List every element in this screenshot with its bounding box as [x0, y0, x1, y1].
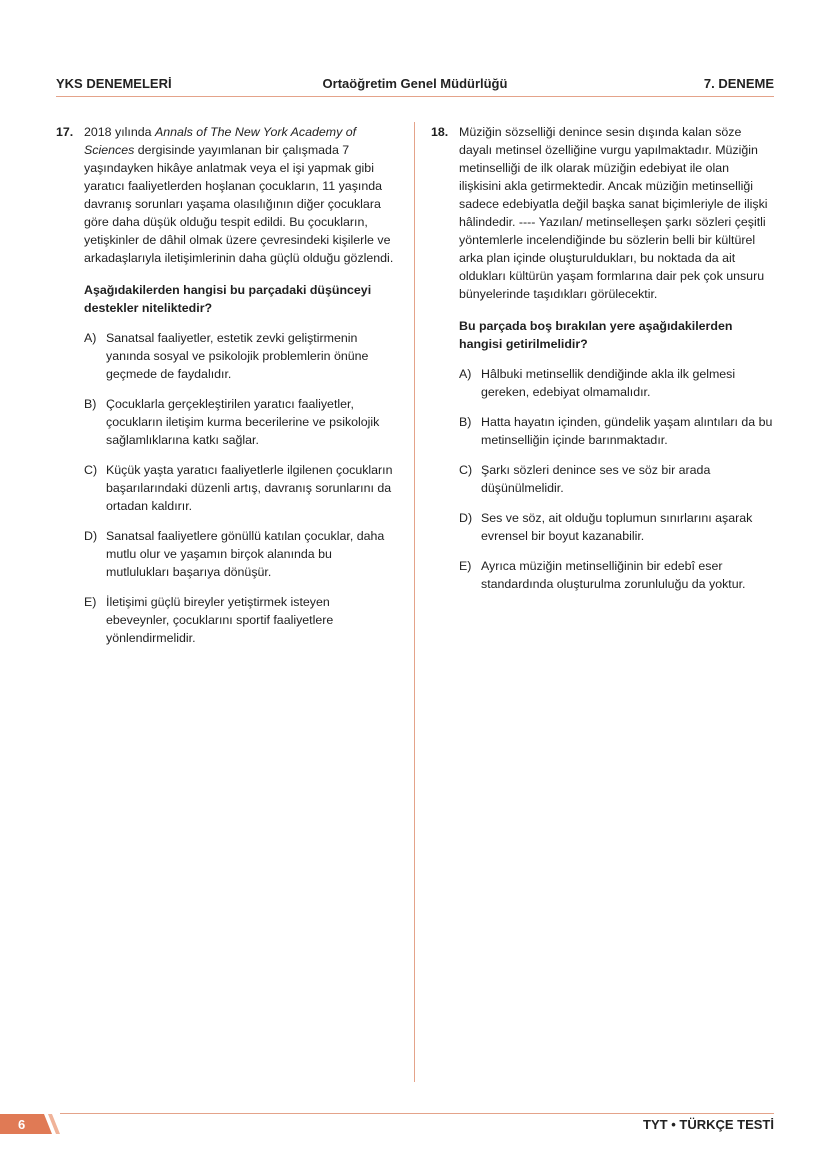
header-exam-number: 7. DENEME	[703, 76, 774, 91]
answer-option-b[interactable]	[459, 413, 774, 449]
option-text: Ayrıca müziğin metinselliğinin bir edebî eser standardında oluşturulma zorunluluğu da yoktur.	[481, 559, 746, 591]
header-rule	[56, 96, 774, 97]
answer-option-b[interactable]	[84, 395, 396, 449]
journal-name: Annals of The New York Academy of Sciences	[84, 125, 357, 157]
page-number-tab	[0, 1114, 62, 1134]
page-header	[56, 76, 774, 94]
answer-option-e[interactable]	[459, 557, 774, 593]
option-letter: A)	[459, 367, 472, 381]
option-text: İletişimi güçlü bireyler yetiştirmek isteyen ebeveynler, çocuklarını sportif faaliyetlere yönlendirmelidir.	[106, 595, 334, 645]
footer-test-title: TYT • TÜRKÇE TESTİ	[643, 1117, 774, 1132]
answer-option-d[interactable]	[84, 527, 396, 581]
stem-prefix: 2018 yılında	[84, 125, 155, 139]
option-letter: C)	[84, 463, 98, 477]
option-text: Hâlbuki metinsellik dendiğinde akla ilk gelmesi gereken, edebiyat olmamalıdır.	[481, 367, 736, 399]
option-letter: E)	[84, 595, 97, 609]
question-stem	[459, 123, 774, 593]
option-text: Şarkı sözleri denince ses ve söz bir arada düşünülmelidir.	[481, 463, 711, 495]
footer-rule	[60, 1113, 774, 1114]
option-letter: B)	[84, 397, 97, 411]
option-letter: B)	[459, 415, 472, 429]
page-tab-shape	[0, 1114, 62, 1134]
option-letter: A)	[84, 331, 97, 345]
question-number: 18.	[431, 125, 449, 139]
option-text: Sanatsal faaliyetlere gönüllü katılan çocuklar, daha mutlu olur ve yaşamın birçok alanında bu mutlulukları başarıya dönüşür.	[106, 529, 385, 579]
answer-option-a[interactable]	[459, 365, 774, 401]
answer-option-c[interactable]	[84, 461, 396, 515]
option-letter: D)	[84, 529, 98, 543]
question-number: 17.	[56, 125, 74, 139]
question-prompt: Aşağıdakilerden hangisi bu parçadaki düşünceyi destekler niteliktedir?	[84, 283, 372, 315]
question-17-stem-row	[56, 123, 396, 647]
option-letter: D)	[459, 511, 473, 525]
question-17	[56, 123, 396, 647]
stem-suffix: dergisinde yayımlanan bir çalışmada 7 yaşındayken hikâye anlatmak veya el işi yapmak gibi yaratıcı faaliyetlerden hoşlanan çocukların, 11 yaşında davranış sorunları yaşama olasılığının diğer çocuklara göre daha düşük olduğu tespit edildi. Bu çocukların, yetişkinler de dâhil olmak üzere çevresindeki kişilerle ve arkadaşlarıyla iletişimlerinin daha güçlü olduğu gözlendi.	[84, 143, 394, 265]
question-stem	[84, 123, 396, 647]
stem-paragraph	[84, 123, 396, 267]
question-prompt: Bu parçada boş bırakılan yere aşağıdakilerden hangisi getirilmelidir?	[459, 319, 733, 351]
question-18	[431, 123, 774, 593]
stem-paragraph: Müziğin sözselliği denince sesin dışında kalan söze dayalı metinsel özelliğine vurgu yapılmaktadır. Müziğin metinselliği de ilk olarak müziğin edebiyat ile olan ilişkisini akla getirmektedir. Ancak müziğin metinselliği sadece edebiyatla değil başka sanat biçimleriyle de ilişki hâlindedir. ---- Yazılan/ metinselleşen şarkı sözleri çeşitli yöntemlerle incelendiğinde bu sözlerin belli bir kültürel arka plan içinde oluşturuldukları, bu noktada da ait oldukları kültürün yaşam formlarına dair pek çok unsuru bünyelerinde taşıdıkları görülecektir.	[459, 125, 768, 301]
option-letter: E)	[459, 559, 472, 573]
question-18-stem-row	[431, 123, 774, 593]
answer-option-a[interactable]	[84, 329, 396, 383]
option-text: Ses ve söz, ait olduğu toplumun sınırlarını aşarak evrensel bir boyut kazanabilir.	[481, 511, 753, 543]
page-number: 6	[18, 1117, 26, 1132]
header-series-title: YKS DENEMELERİ	[56, 76, 172, 91]
answer-option-e[interactable]	[84, 593, 396, 647]
option-text: Sanatsal faaliyetler, estetik zevki geliştirmenin yanında sosyal ve psikolojik problemlerin önüne geçmede de faydalıdır.	[106, 331, 369, 381]
option-letter: C)	[459, 463, 473, 477]
header-institution: Ortaöğretim Genel Müdürlüğü	[322, 76, 508, 91]
column-divider	[414, 122, 415, 1082]
option-text: Hatta hayatın içinden, gündelik yaşam alıntıları da bu metinselliğin içinde barınmaktadır.	[481, 415, 773, 447]
option-text: Çocuklarla gerçekleştirilen yaratıcı faaliyetler, çocukların iletişim kurma becerilerine ve psikolojik sağlamlıklarına katkı sağlar.	[106, 397, 380, 447]
option-text: Küçük yaşta yaratıcı faaliyetlerle ilgilenen çocukların başarılarındaki düzenli artış, davranış sorunlarını da ortadan kaldırır.	[106, 463, 393, 513]
answer-option-d[interactable]	[459, 509, 774, 545]
answer-option-c[interactable]	[459, 461, 774, 497]
